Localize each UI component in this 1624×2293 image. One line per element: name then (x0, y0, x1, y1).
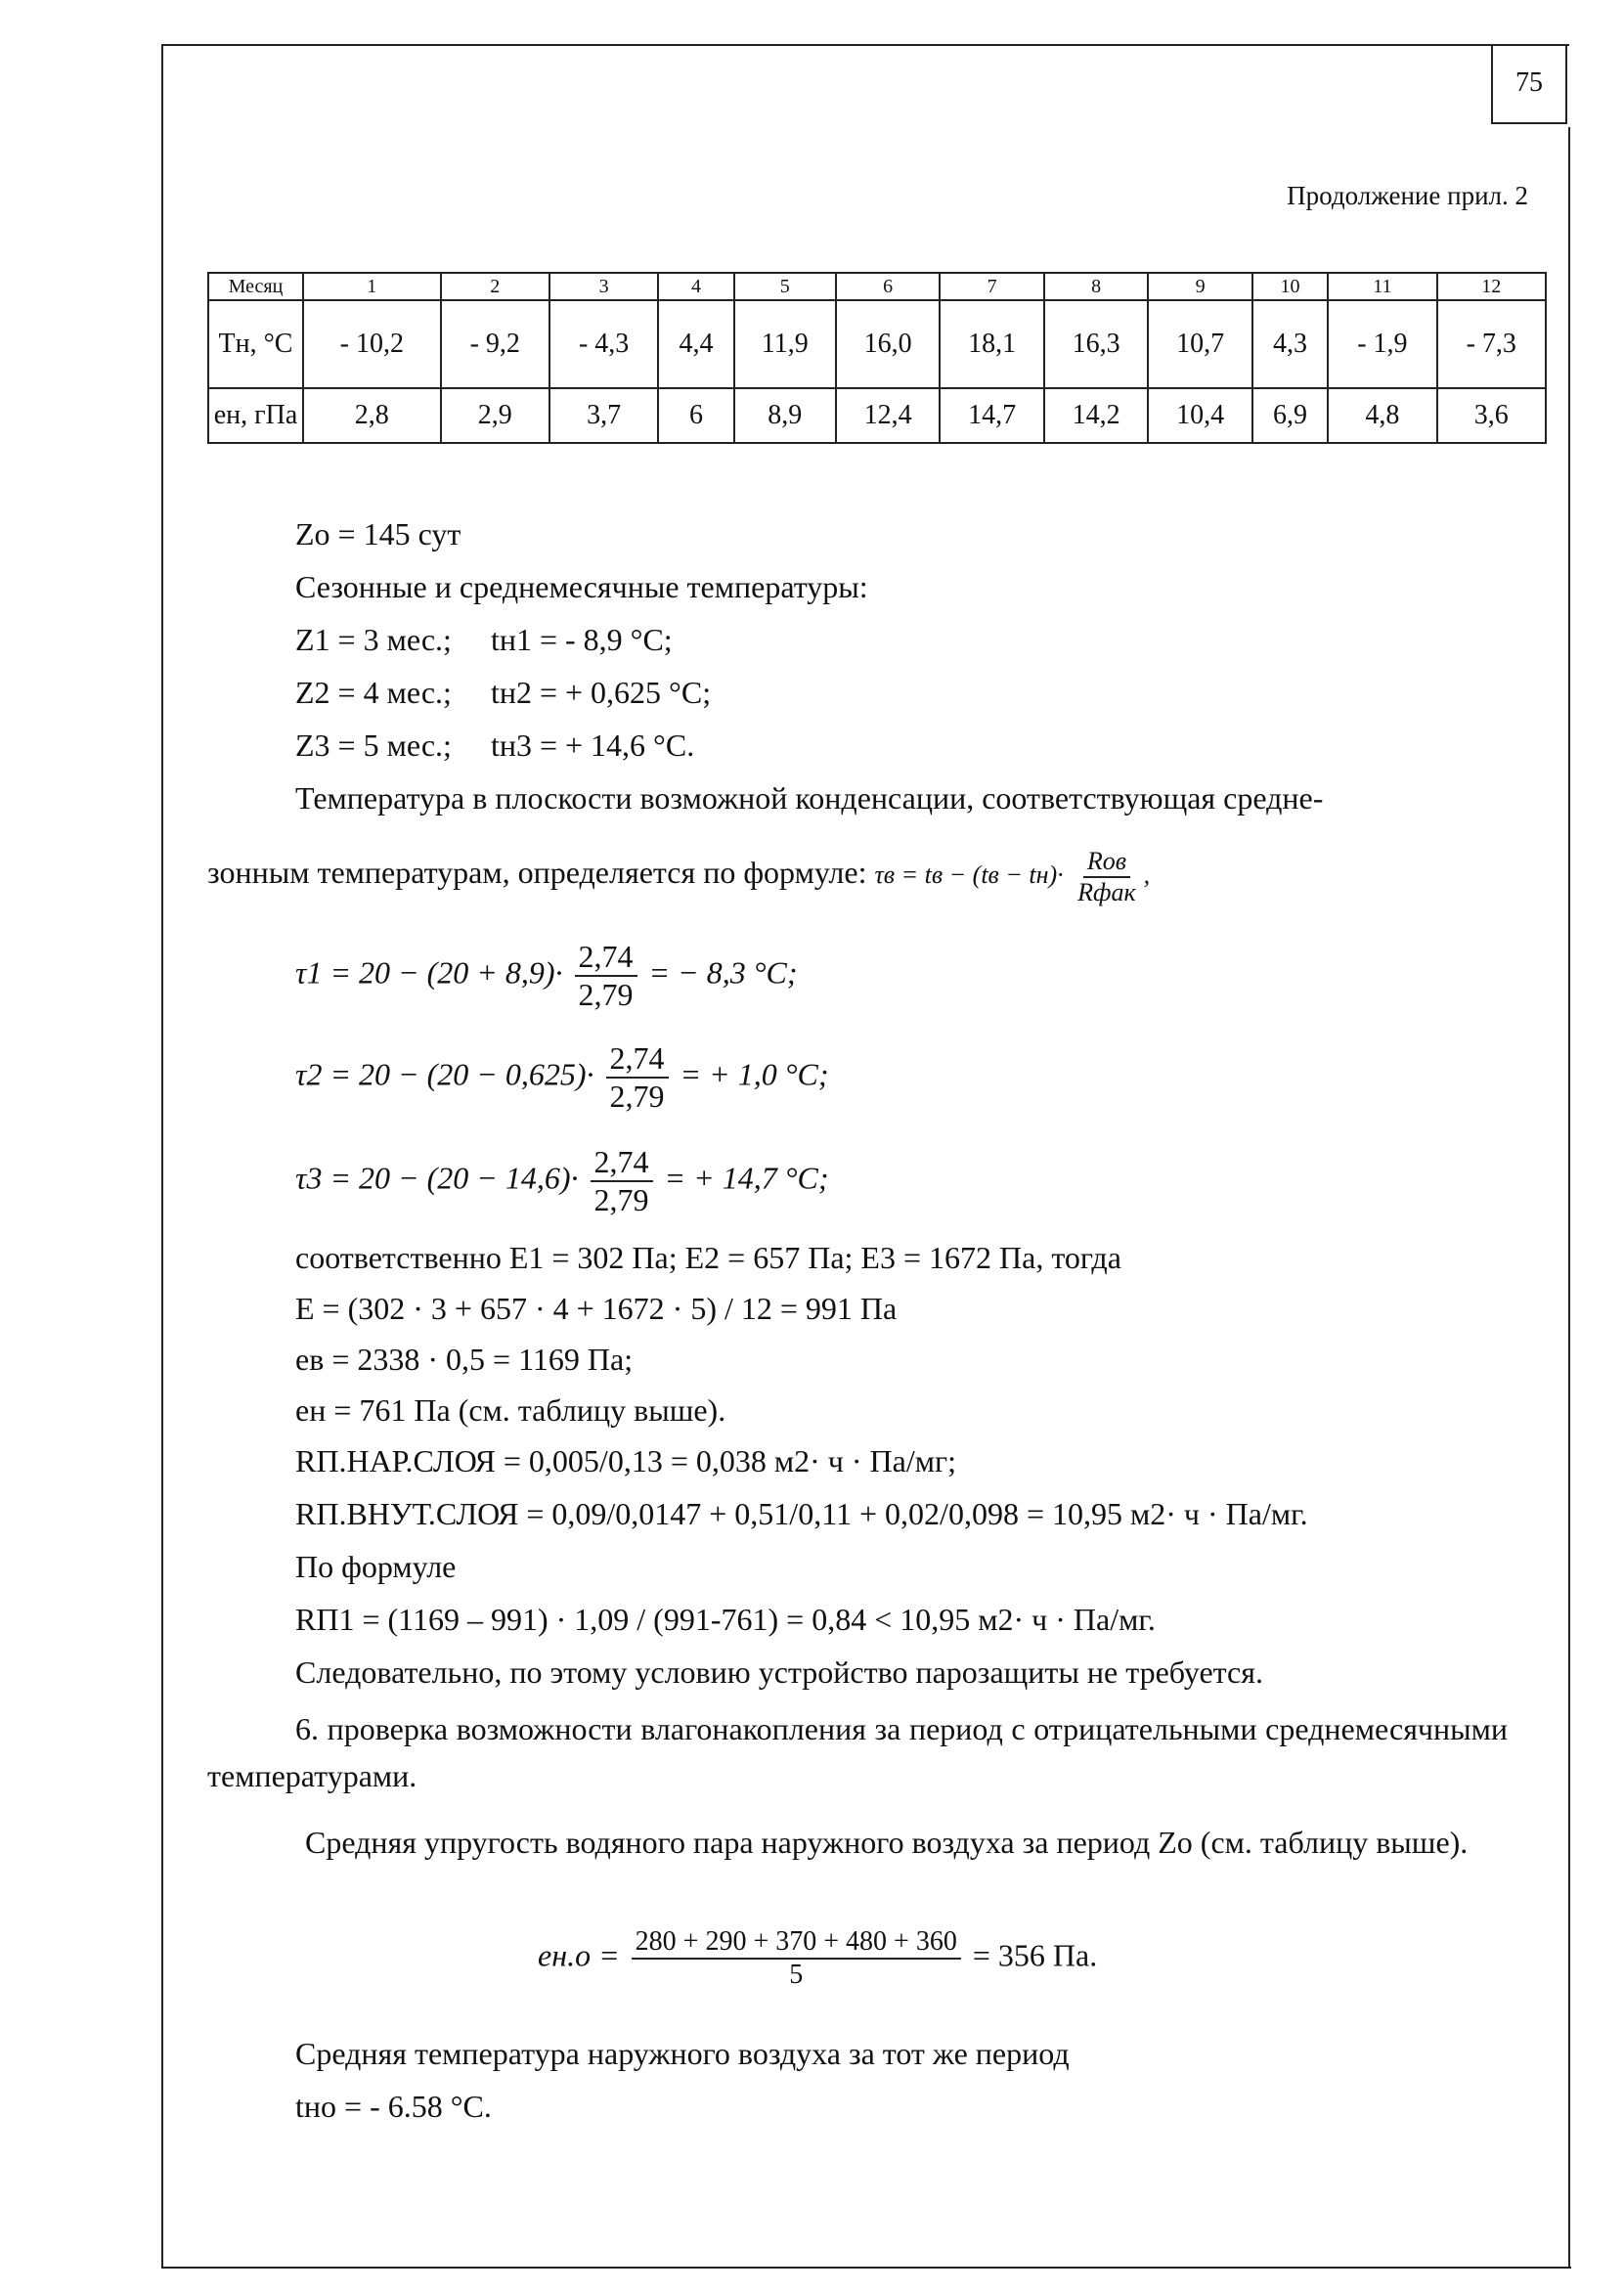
table-cell: 6 (658, 388, 733, 443)
tau2-left: τ2 = 20 − (20 − 0,625)· (295, 1056, 594, 1092)
eno-numerator: 280 + 290 + 370 + 480 + 360 (632, 1926, 961, 1960)
tno-line: tно = - 6.58 °С. (295, 2089, 492, 2124)
table-row (208, 300, 1546, 388)
tau3-left: τ3 = 20 − (20 − 14,6)· (295, 1160, 579, 1196)
paragraph-check-6: 6. проверка возможности влагонакопления за период с отрицательными среднемесячными температурами. (207, 1711, 1508, 1793)
table-cell: 16,3 (1044, 300, 1149, 388)
month-cell: 10 (1252, 273, 1328, 300)
page-number: 75 (1491, 44, 1567, 124)
frac-denominator: 2,79 (593, 1182, 649, 1217)
frac-numerator: 2,74 (575, 939, 637, 977)
month-cell: 3 (549, 273, 658, 300)
page-frame-right (1568, 127, 1570, 2269)
formula-denominator: Rфак (1077, 878, 1136, 906)
continuation-note: Продолжение прил. 2 (1287, 181, 1528, 210)
mean-temp-line: Средняя температура наружного воздуха за тот же период (295, 2036, 1070, 2071)
row-label: ен, гПа (208, 388, 303, 443)
correspondingly-line: соответственно E1 = 302 Па; E2 = 657 Па; E3 = 1672 Па, тогда (295, 1240, 1121, 1275)
table-cell: 2,8 (303, 388, 441, 443)
month-cell: 9 (1148, 273, 1252, 300)
table-cell: - 7,3 (1437, 300, 1546, 388)
tau3-fraction (591, 1144, 653, 1218)
table-cell: 18,1 (940, 300, 1044, 388)
E-line: E = (302 · 3 + 657 · 4 + 1672 · 5) / 12 = 991 Па (295, 1291, 898, 1326)
z1-line: Z1 = 3 мес.; tн1 = - 8,9 °С; (295, 622, 673, 657)
tau2-right: = + 1,0 °C; (680, 1056, 829, 1092)
eno-right: = 356 Па. (972, 1937, 1098, 1973)
z3-line: Z3 = 5 мес.; tн3 = + 14,6 °С. (295, 728, 695, 763)
month-cell: 5 (734, 273, 836, 300)
formula-left: τв = tв − (tв − tн)· (874, 860, 1064, 889)
table-cell: 3,7 (549, 388, 658, 443)
table-header-row (208, 273, 1546, 300)
table-cell: 3,6 (1437, 388, 1546, 443)
ev-line: ев = 2338 · 0,5 = 1169 Па; (295, 1342, 634, 1377)
seasonal-heading: Сезонные и среднемесячные температуры: (295, 569, 868, 604)
table-cell: 12,4 (836, 388, 941, 443)
month-cell: 8 (1044, 273, 1149, 300)
eno-left: eн.о = (538, 1937, 620, 1973)
table-row (208, 388, 1546, 443)
table-cell: 4,4 (658, 300, 733, 388)
by-formula-line: По формуле (295, 1549, 457, 1584)
r-inner-layer-line: RП.ВНУТ.СЛОЯ = 0,09/0,0147 + 0,51/0,11 + 0,02/0,098 = 10,95 м2· ч · Па/мг. (295, 1496, 1308, 1531)
page-frame-bottom (161, 2267, 1571, 2269)
table-cell: 16,0 (836, 300, 941, 388)
tau1-formula (295, 939, 798, 1013)
table-cell: 2,9 (441, 388, 549, 443)
table-cell: 11,9 (734, 300, 836, 388)
tau1-right: = − 8,3 °C; (648, 954, 798, 991)
zo-line: Zо = 145 сут (295, 516, 461, 551)
en-line: ен = 761 Па (см. таблицу выше). (295, 1392, 726, 1428)
tau2-fraction (606, 1040, 669, 1115)
month-cell: 4 (658, 273, 733, 300)
month-cell: 7 (940, 273, 1044, 300)
row-label: Тн, °С (208, 300, 303, 388)
table-cell: - 1,9 (1328, 300, 1436, 388)
table-cell: - 10,2 (303, 300, 441, 388)
table-cell: 8,9 (734, 388, 836, 443)
tau3-formula (295, 1144, 829, 1218)
month-cell: 12 (1437, 273, 1546, 300)
main-formula: τв = tв − (tв − tн)· Rов Rфак , (874, 847, 1151, 906)
tau1-fraction (575, 939, 637, 1013)
month-cell: 6 (836, 273, 941, 300)
frac-numerator: 2,74 (606, 1040, 669, 1079)
table-cell: 4,3 (1252, 300, 1328, 388)
page-frame-top (161, 44, 1569, 46)
month-cell: 11 (1328, 273, 1436, 300)
tau1-left: τ1 = 20 − (20 + 8,9)· (295, 954, 563, 991)
table-cell: 10,7 (1148, 300, 1252, 388)
paragraph-condensation-line2 (207, 847, 1150, 907)
table-cell: 14,2 (1044, 388, 1149, 443)
formula-numerator: Rов (1083, 847, 1130, 878)
page-frame-left (161, 44, 163, 2269)
paragraph-mean-vapor: Средняя упругость водяного пара наружного воздуха за период Zо (см. таблицу выше). (305, 1825, 1469, 1860)
month-cell: 2 (441, 273, 549, 300)
paragraph-text: зонным температурам, определяется по формуле: (207, 854, 867, 890)
rp1-line: RП1 = (1169 – 991) · 1,09 / (991-761) = 0,84 < 10,95 м2· ч · Па/мг. (295, 1602, 1156, 1637)
formula-fraction (1074, 847, 1140, 907)
table-cell: 4,8 (1328, 388, 1436, 443)
table-cell: - 9,2 (441, 300, 549, 388)
table-cell: 6,9 (1252, 388, 1328, 443)
table-cell: - 4,3 (549, 300, 658, 388)
r-outer-layer-line: RП.НАР.СЛОЯ = 0,005/0,13 = 0,038 м2· ч · Па/мг; (295, 1443, 956, 1478)
eno-fraction (632, 1926, 961, 1991)
frac-denominator: 2,79 (609, 1079, 665, 1114)
eno-denominator: 5 (789, 1960, 804, 1990)
frac-numerator: 2,74 (591, 1144, 653, 1182)
table-header-label: Месяц (208, 273, 303, 300)
table-cell: 10,4 (1148, 388, 1252, 443)
climate-table (207, 272, 1547, 444)
month-cell: 1 (303, 273, 441, 300)
tau2-formula (295, 1040, 829, 1115)
tau3-right: = + 14,7 °C; (664, 1160, 829, 1196)
paragraph-condensation-line1: Температура в плоскости возможной конденсации, соответствующая средне- (295, 780, 1324, 816)
eno-formula (538, 1926, 1097, 1991)
z2-line: Z2 = 4 мес.; tн2 = + 0,625 °С; (295, 675, 712, 710)
conclusion-line: Следовательно, по этому условию устройство парозащиты не требуется. (295, 1654, 1263, 1690)
frac-denominator: 2,79 (578, 977, 634, 1012)
table-cell: 14,7 (940, 388, 1044, 443)
